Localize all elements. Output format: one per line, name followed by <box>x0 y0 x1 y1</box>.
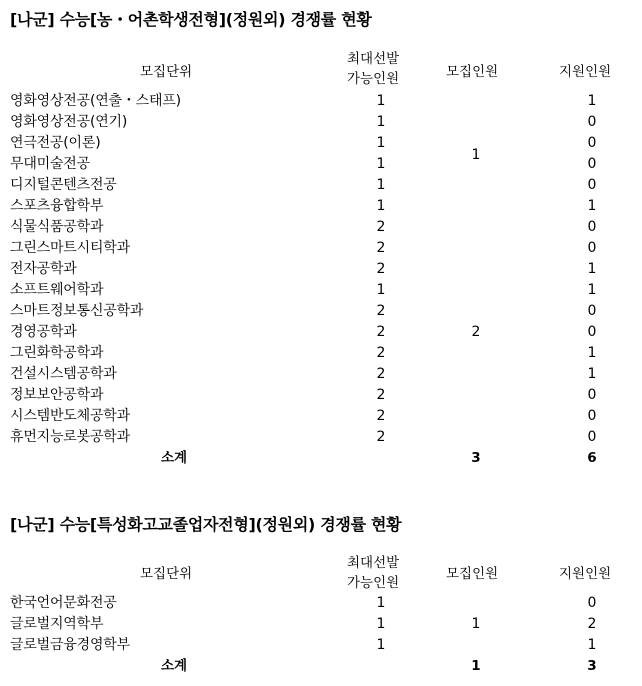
row-applicants-value: 2 <box>587 616 597 632</box>
table1-total-applicants: 6 <box>587 450 597 466</box>
row-max-value: 2 <box>376 429 386 445</box>
table2-total-label: 소계 <box>161 658 188 674</box>
row-unit-name: 영화영상전공(연출・스태프) <box>10 93 181 109</box>
row-max-value: 1 <box>376 616 386 632</box>
row-applicants-value: 1 <box>587 198 597 214</box>
row-unit-name: 디지털콘텐츠전공 <box>10 177 117 193</box>
row-unit-name: 글로벌금융경영학부 <box>10 637 130 653</box>
row-max-value: 1 <box>376 135 386 151</box>
row-unit-name: 스포츠융합학부 <box>10 198 104 214</box>
row-max-value: 1 <box>376 156 386 172</box>
row-applicants-value: 0 <box>587 240 597 256</box>
row-unit-name: 전자공학과 <box>10 261 77 277</box>
row-max-value: 1 <box>376 93 386 109</box>
table1-header-unit: 모집단위 <box>140 64 193 80</box>
row-unit-name: 휴먼지능로봇공학과 <box>10 429 130 445</box>
row-unit-name: 글로벌지역학부 <box>10 616 104 632</box>
row-max-value: 2 <box>376 387 386 403</box>
row-max-value: 1 <box>376 595 386 611</box>
table2-header-max <box>347 553 399 593</box>
row-max-value: 2 <box>376 345 386 361</box>
table1-total-label: 소계 <box>161 450 188 466</box>
table2-header-applicants: 지원인원 <box>559 566 612 582</box>
row-unit-name: 건설시스템공학과 <box>10 366 117 382</box>
row-unit-name: 정보보안공학과 <box>10 387 104 403</box>
row-max-value: 1 <box>376 282 386 298</box>
row-applicants-value: 1 <box>587 93 597 109</box>
recruit-group-value: 1 <box>471 147 481 163</box>
row-max-value: 1 <box>376 177 386 193</box>
recruit-group-value: 2 <box>471 324 481 340</box>
row-max-value: 2 <box>376 324 386 340</box>
table1-title: [나군] 수능[농・어촌학생전형](정원외) 경쟁률 현황 <box>10 10 372 29</box>
row-unit-name: 그린스마트시티학과 <box>10 240 130 256</box>
row-max-value: 2 <box>376 261 386 277</box>
row-max-value: 2 <box>376 408 386 424</box>
row-unit-name: 그린화학공학과 <box>10 345 104 361</box>
row-applicants-value: 1 <box>587 345 597 361</box>
row-applicants-value: 0 <box>587 177 597 193</box>
table1-header-max-line1: 최대선발 <box>347 51 400 67</box>
row-unit-name: 무대미술전공 <box>10 156 90 172</box>
row-applicants-value: 1 <box>587 366 597 382</box>
row-unit-name: 소프트웨어학과 <box>10 282 104 298</box>
table2-header-recruit: 모집인원 <box>446 566 499 582</box>
row-applicants-value: 0 <box>587 156 597 172</box>
table2-header-unit: 모집단위 <box>140 566 193 582</box>
table1-header-max <box>347 49 399 89</box>
row-max-value: 1 <box>376 198 386 214</box>
table2-total-recruit: 1 <box>471 658 481 674</box>
row-applicants-value: 1 <box>587 261 597 277</box>
table1-total-recruit: 3 <box>471 450 481 466</box>
row-unit-name: 영화영상전공(연기) <box>10 114 128 130</box>
table1-header-recruit: 모집인원 <box>446 64 499 80</box>
row-unit-name: 시스템반도체공학과 <box>10 408 130 424</box>
row-max-value: 1 <box>376 637 386 653</box>
row-applicants-value: 0 <box>587 387 597 403</box>
row-applicants-value: 1 <box>587 637 597 653</box>
row-applicants-value: 0 <box>587 595 597 611</box>
row-applicants-value: 0 <box>587 114 597 130</box>
row-unit-name: 연극전공(이론) <box>10 135 101 151</box>
table1-header-max-line2: 가능인원 <box>347 71 400 87</box>
table1-header-applicants: 지원인원 <box>559 64 612 80</box>
row-applicants-value: 0 <box>587 429 597 445</box>
table2-header-max-line1: 최대선발 <box>347 555 400 571</box>
row-max-value: 2 <box>376 303 386 319</box>
row-max-value: 1 <box>376 114 386 130</box>
row-applicants-value: 0 <box>587 219 597 235</box>
row-unit-name: 경영공학과 <box>10 324 77 340</box>
row-unit-name: 식물식품공학과 <box>10 219 104 235</box>
table2-total-applicants: 3 <box>587 658 597 674</box>
row-max-value: 2 <box>376 219 386 235</box>
recruit-group-value: 1 <box>471 616 481 632</box>
row-max-value: 2 <box>376 366 386 382</box>
table2-title: [나군] 수능[특성화고교졸업자전형](정원외) 경쟁률 현황 <box>10 515 402 534</box>
row-applicants-value: 0 <box>587 324 597 340</box>
row-applicants-value: 0 <box>587 135 597 151</box>
row-applicants-value: 0 <box>587 408 597 424</box>
row-unit-name: 스마트정보통신공학과 <box>10 303 144 319</box>
row-unit-name: 한국언어문화전공 <box>10 595 117 611</box>
row-applicants-value: 1 <box>587 282 597 298</box>
row-max-value: 2 <box>376 240 386 256</box>
table2-header-max-line2: 가능인원 <box>347 575 400 591</box>
row-applicants-value: 0 <box>587 303 597 319</box>
